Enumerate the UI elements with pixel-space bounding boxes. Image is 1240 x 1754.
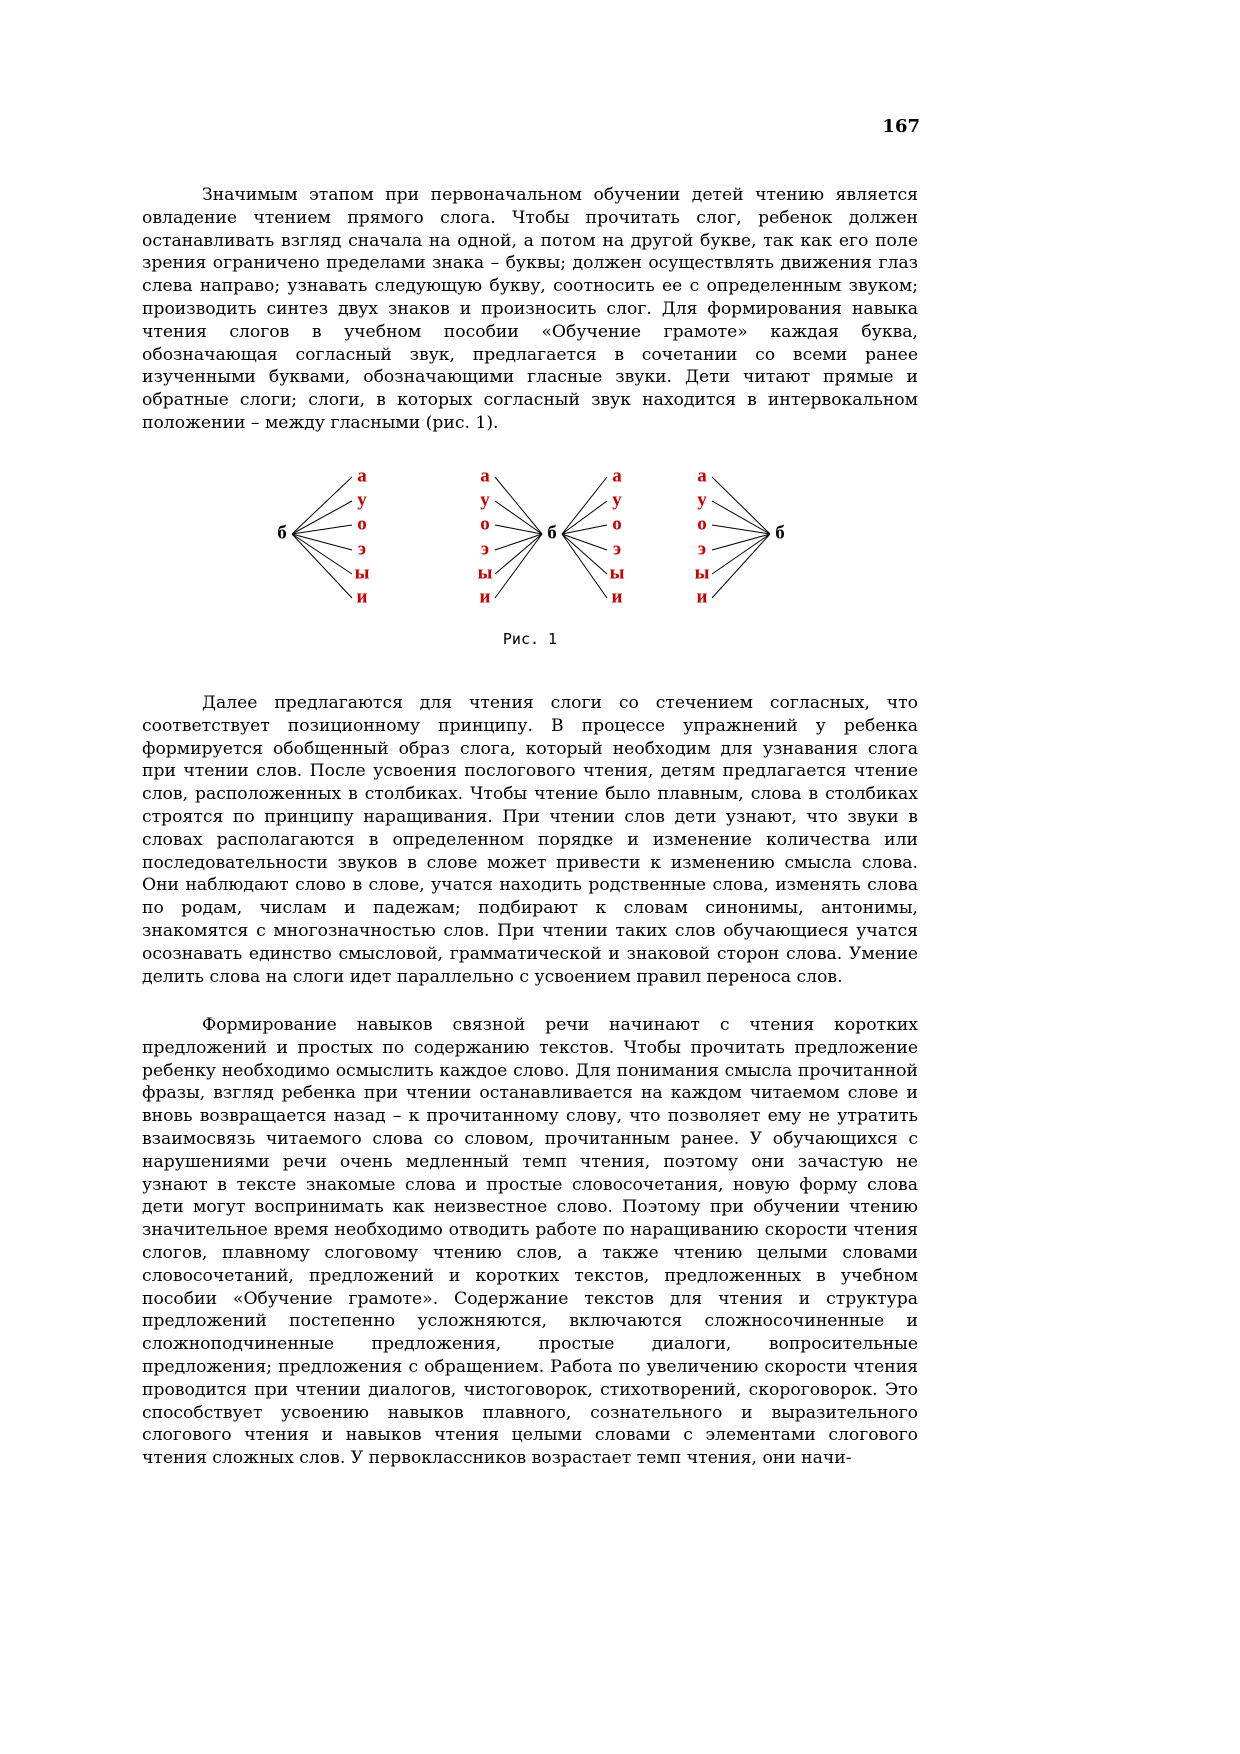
connector-line xyxy=(712,534,770,598)
vowel-letter: у xyxy=(612,489,622,511)
consonant-letter: б xyxy=(547,522,557,544)
vowel-letter: и xyxy=(479,586,491,608)
connector-line xyxy=(495,534,542,550)
vowel-letter: о xyxy=(697,513,707,535)
vowel-letter: ы xyxy=(477,562,493,584)
vowel-letter: а xyxy=(697,465,707,487)
connector-line xyxy=(562,534,607,550)
connector-line xyxy=(495,534,542,574)
vowel-letter: а xyxy=(480,465,490,487)
consonant-letter: б xyxy=(277,522,287,544)
connector-line xyxy=(495,534,542,598)
consonant-letter: б xyxy=(775,522,785,544)
connector-line xyxy=(712,534,770,574)
vowel-letter: э xyxy=(480,538,490,560)
vowel-letter: ы xyxy=(694,562,710,584)
page-number: 167 xyxy=(882,116,920,137)
vowel-letter: э xyxy=(697,538,707,560)
connector-line xyxy=(562,534,607,598)
paragraph-1: Значимым этапом при первоначальном обучении детей чтению является овладение чтением прямого слога. Чтобы прочитать слог, ребенок должен останавливать взгляд сначала на одной, а потом на другой букве, так как его поле зрения ограничено пределами знака – буквы; должен осуществлять движения глаз слева направо; узнавать следующую букву, соотносить ее с определенным звуком; производить синтез двух знаков и произносить слог. Для формирования навыка чтения слогов в учебном пособии «Обучение грамоте» каждая буква, обозначающая согласный звук, предлагается в сочетании со всеми ранее изученными буквами, обозначающими гласные звуки. Дети читают прямые и обратные слоги; слоги, в которых согласный звук находится в интервокальном положении – между гласными (рис. 1). xyxy=(142,185,918,433)
vowel-letter: у xyxy=(697,489,707,511)
connector-line xyxy=(292,534,352,574)
vowel-letter: а xyxy=(357,465,367,487)
vowel-letter: и xyxy=(696,586,708,608)
connector-line xyxy=(712,534,770,550)
syllable-diagram-svg xyxy=(0,0,1240,700)
vowel-letter: о xyxy=(612,513,622,535)
vowel-letter: о xyxy=(480,513,490,535)
vowel-letter: у xyxy=(480,489,490,511)
vowel-letter: и xyxy=(611,586,623,608)
vowel-letter: а xyxy=(612,465,622,487)
vowel-letter: ы xyxy=(609,562,625,584)
vowel-letter: ы xyxy=(354,562,370,584)
paragraph-3: Формирование навыков связной речи начинают с чтения коротких предложений и простых по содержанию текстов. Чтобы прочитать предложение ребенку необходимо осмыслить каждое слово. Для понимания смысла прочитанной фразы, взгляд ребенка при чтении останавливается на каждом читаемом слове и вновь возвращается назад – к прочитанному слову, что позволяет ему не утратить взаимосвязь читаемого слова со словом, прочитанным ранее. У обучающихся с нарушениями речи очень медленный темп чтения, поэтому они зачастую не узнают в тексте знакомые слова и простые словосочетания, новую форму слова дети могут воспринимать как неизвестное слово. Поэтому при обучении чтению значительное время необходимо отводить работе по наращиванию скорости чтения слогов, плавному слоговому чтению слов, а также чтению целыми словами словосочетаний, предложений и коротких текстов, предложенных в учебном пособии «Обучение грамоте». Содержание текстов для чтения и структура предложений постепенно усложняются, включаются сложносочиненные и сложноподчиненные предложения, простые диалоги, вопросительные предложения; предложения с обращением. Работа по увеличению скорости чтения проводится при чтении диалогов, чистоговорок, стихотворений, скороговорок. Это способствует усвоению навыков плавного, сознательного и выразительного слогового чтения и навыков чтения целыми словами с элементами слогового чтения сложных слов. У первоклассников возрастает темп чтения, они начи- xyxy=(142,1015,918,1469)
vowel-letter: э xyxy=(357,538,367,560)
vowel-letter: э xyxy=(612,538,622,560)
connector-line xyxy=(292,534,352,598)
paragraph-2: Далее предлагаются для чтения слоги со стечением согласных, что соответствует позиционному принципу. В процессе упражнений у ребенка формируется обобщенный образ слога, который необходим для узнавания слога при чтении слов. После усвоения послогового чтения, детям предлагается чтение слов, расположенных в столбиках. Чтобы чтение было плавным, слова в столбиках строятся по принципу наращивания. При чтении слов дети узнают, что звуки в словах располагаются в определенном порядке и изменение количества или последовательности звуков в слове может привести к изменению смысла слова. Они наблюдают слово в слове, учатся находить родственные слова, изменять слова по родам, числам и падежам; подбирают к словам синонимы, антонимы, знакомятся с многозначностью слов. При чтении таких слов обучающиеся учатся осознавать единство смысловой, грамматической и знаковой сторон слова. Умение делить слова на слоги идет параллельно с усвоением правил переноса слов. xyxy=(142,693,918,987)
connector-line xyxy=(562,534,607,574)
vowel-letter: о xyxy=(357,513,367,535)
vowel-letter: у xyxy=(357,489,367,511)
connector-line xyxy=(292,534,352,550)
figure-caption: Рис. 1 xyxy=(502,630,558,648)
vowel-letter: и xyxy=(356,586,368,608)
